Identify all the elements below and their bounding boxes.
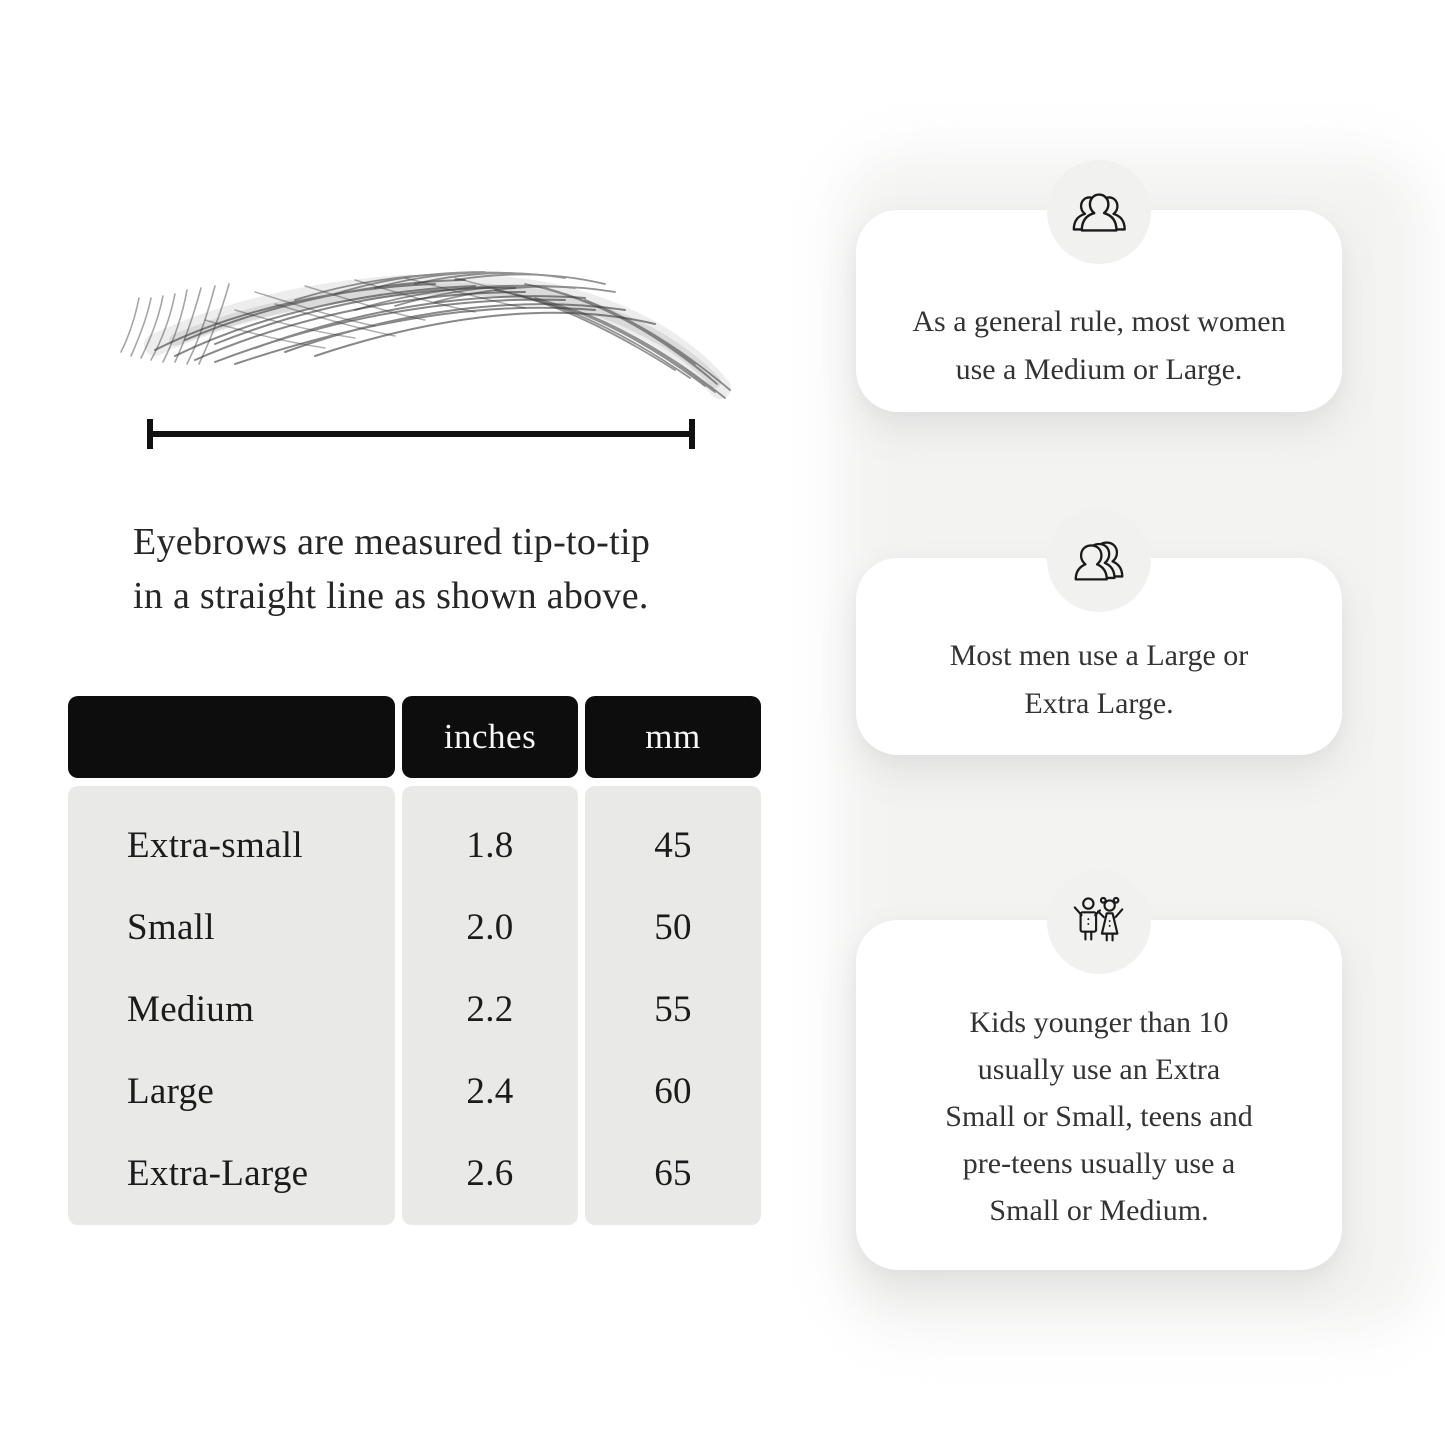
table-column-sizes xyxy=(68,786,395,1225)
info-card-men xyxy=(856,558,1342,755)
card-text-line: Kids younger than 10 xyxy=(969,1006,1229,1039)
card-text-line: As a general rule, most women xyxy=(912,305,1286,338)
size-label: Extra-Large xyxy=(127,1152,309,1194)
size-label: Medium xyxy=(127,988,255,1030)
inches-value: 2.0 xyxy=(466,906,514,948)
inches-value: 2.4 xyxy=(466,1070,514,1112)
card-text-line: pre-teens usually use a xyxy=(962,1147,1236,1180)
mm-value: 50 xyxy=(654,906,692,948)
icon-circle xyxy=(1047,508,1151,612)
icon-circle xyxy=(1047,160,1151,264)
table-header-blank xyxy=(68,696,395,778)
children-icon xyxy=(1068,891,1130,953)
tip-to-tip-caption xyxy=(133,515,773,623)
card-text-line: Most men use a Large or xyxy=(949,639,1249,672)
caption-line: in a straight line as shown above. xyxy=(133,575,649,617)
icon-circle xyxy=(1047,870,1151,974)
eyebrow-illustration xyxy=(115,240,745,415)
card-text-line: Small or Small, teens and xyxy=(945,1100,1253,1133)
size-table xyxy=(68,696,761,1225)
card-text-line: Extra Large. xyxy=(1024,687,1174,720)
size-label: Large xyxy=(127,1070,215,1112)
measurement-diagram xyxy=(115,240,775,700)
inches-value: 2.6 xyxy=(466,1152,514,1194)
info-card-kids xyxy=(856,920,1342,1270)
card-text-line: Small or Medium. xyxy=(989,1194,1209,1227)
table-header-mm: mm xyxy=(585,696,761,778)
inches-value: 1.8 xyxy=(466,824,514,866)
caption-line: Eyebrows are measured tip-to-tip xyxy=(133,521,651,563)
women-group-icon xyxy=(1068,181,1130,243)
measurement-line xyxy=(147,431,695,437)
men-group-icon xyxy=(1068,529,1130,591)
table-column-inches xyxy=(402,786,578,1225)
table-header-inches: inches xyxy=(402,696,578,778)
card-text-line: use a Medium or Large. xyxy=(955,353,1243,386)
size-label: Small xyxy=(127,906,215,948)
mm-value: 65 xyxy=(654,1152,692,1194)
table-column-mm xyxy=(585,786,761,1225)
mm-value: 55 xyxy=(654,988,692,1030)
info-card-women xyxy=(856,210,1342,412)
mm-value: 60 xyxy=(654,1070,692,1112)
size-label: Extra-small xyxy=(127,824,303,866)
inches-value: 2.2 xyxy=(466,988,514,1030)
card-text-line: usually use an Extra xyxy=(977,1053,1221,1086)
mm-value: 45 xyxy=(654,824,692,866)
